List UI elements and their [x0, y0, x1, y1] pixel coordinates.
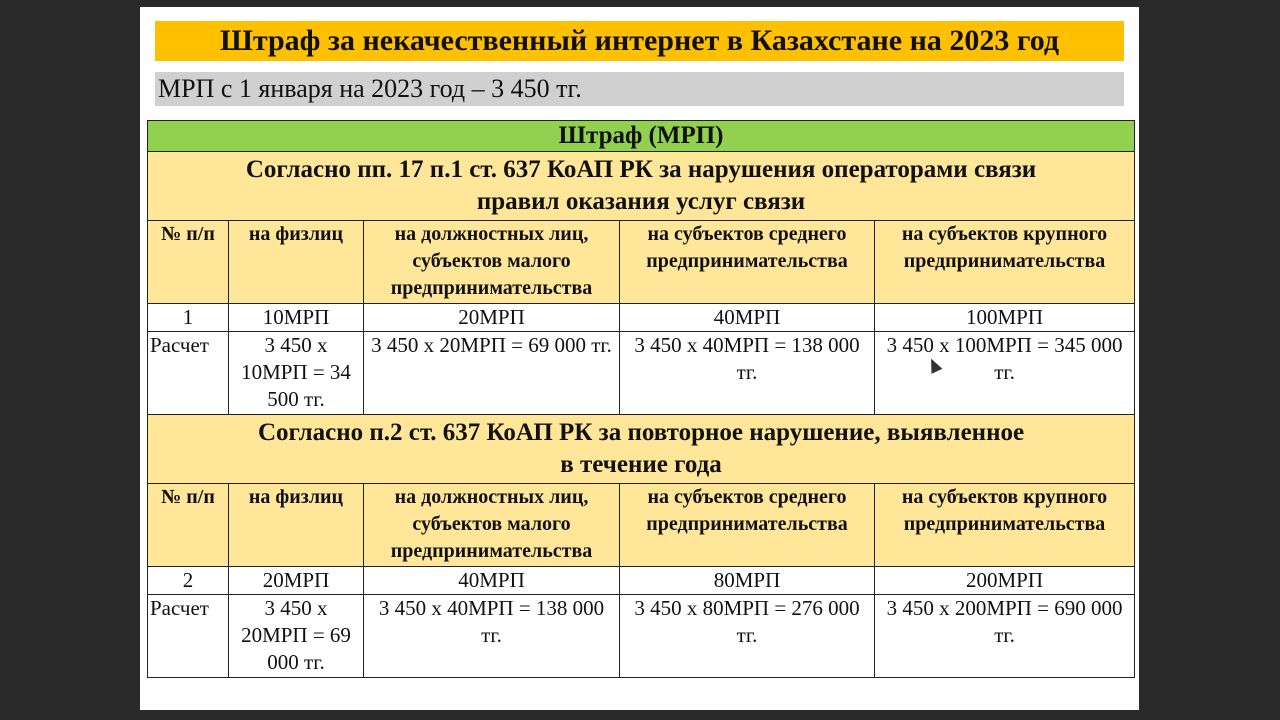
table-cell: 2 [148, 567, 229, 595]
table-cell: 40МРП [364, 567, 620, 595]
table-row [148, 567, 1135, 595]
table-cell: 3 450 х 80МРП = 276 000 тг. [620, 595, 875, 678]
column-header: № п/п [148, 484, 229, 567]
table-cell: 1 [148, 304, 229, 332]
section1-column-headers [148, 221, 1135, 304]
table-row [148, 304, 1135, 332]
table-cell: 80МРП [620, 567, 875, 595]
section1-title-line1: Согласно пп. 17 п.1 ст. 637 КоАП РК за нарушения операторами связи [245, 156, 1037, 183]
table-cell: 40МРП [620, 304, 875, 332]
column-header: на субъектов среднего предпринимательства [620, 221, 875, 304]
table-row [148, 332, 1135, 415]
section2-column-headers [148, 484, 1135, 567]
section2-title [148, 415, 1135, 484]
table-cell: 3 450 х 40МРП = 138 000 тг. [364, 595, 620, 678]
column-header: на должностных лиц, субъектов малого предпринимательства [364, 221, 620, 304]
table-cell: 3 450 х 200МРП = 690 000 тг. [875, 595, 1135, 678]
mrp-subtitle: МРП с 1 января на 2023 год – 3 450 тг. [155, 72, 1124, 106]
table-cell: 3 450 х 40МРП = 138 000 тг. [620, 332, 875, 415]
table-cell: 3 450 х 100МРП = 345 000 тг. [875, 332, 1135, 415]
table-cell: 20МРП [229, 567, 364, 595]
table-cell: 3 450 х 20МРП = 69 000 тг. [229, 595, 364, 678]
table-cell: 3 450 х 20МРП = 69 000 тг. [364, 332, 620, 415]
fines-table [147, 120, 1135, 678]
column-header: на физлиц [229, 484, 364, 567]
table-cell: 3 450 х 10МРП = 34 500 тг. [229, 332, 364, 415]
column-header: на субъектов среднего предпринимательства [620, 484, 875, 567]
section1-title-line2: правил оказания услуг связи [476, 188, 806, 215]
column-header: на физлиц [229, 221, 364, 304]
table-row [148, 595, 1135, 678]
page-title: Штраф за некачественный интернет в Казахстане на 2023 год [155, 21, 1124, 61]
table-header: Штраф (МРП) [148, 121, 1135, 152]
section2-title-line1: Согласно п.2 ст. 637 КоАП РК за повторное нарушение, выявленное [257, 419, 1025, 446]
table-cell: Расчет [148, 595, 229, 678]
column-header: на субъектов крупного предпринимательства [875, 221, 1135, 304]
table-cell: Расчет [148, 332, 229, 415]
slide [140, 7, 1139, 710]
column-header: на субъектов крупного предпринимательства [875, 484, 1135, 567]
table-cell: 100МРП [875, 304, 1135, 332]
column-header: на должностных лиц, субъектов малого предпринимательства [364, 484, 620, 567]
column-header: № п/п [148, 221, 229, 304]
table-cell: 200МРП [875, 567, 1135, 595]
section2-title-line2: в течение года [560, 451, 722, 478]
table-cell: 20МРП [364, 304, 620, 332]
section1-title [148, 152, 1135, 221]
table-cell: 10МРП [229, 304, 364, 332]
